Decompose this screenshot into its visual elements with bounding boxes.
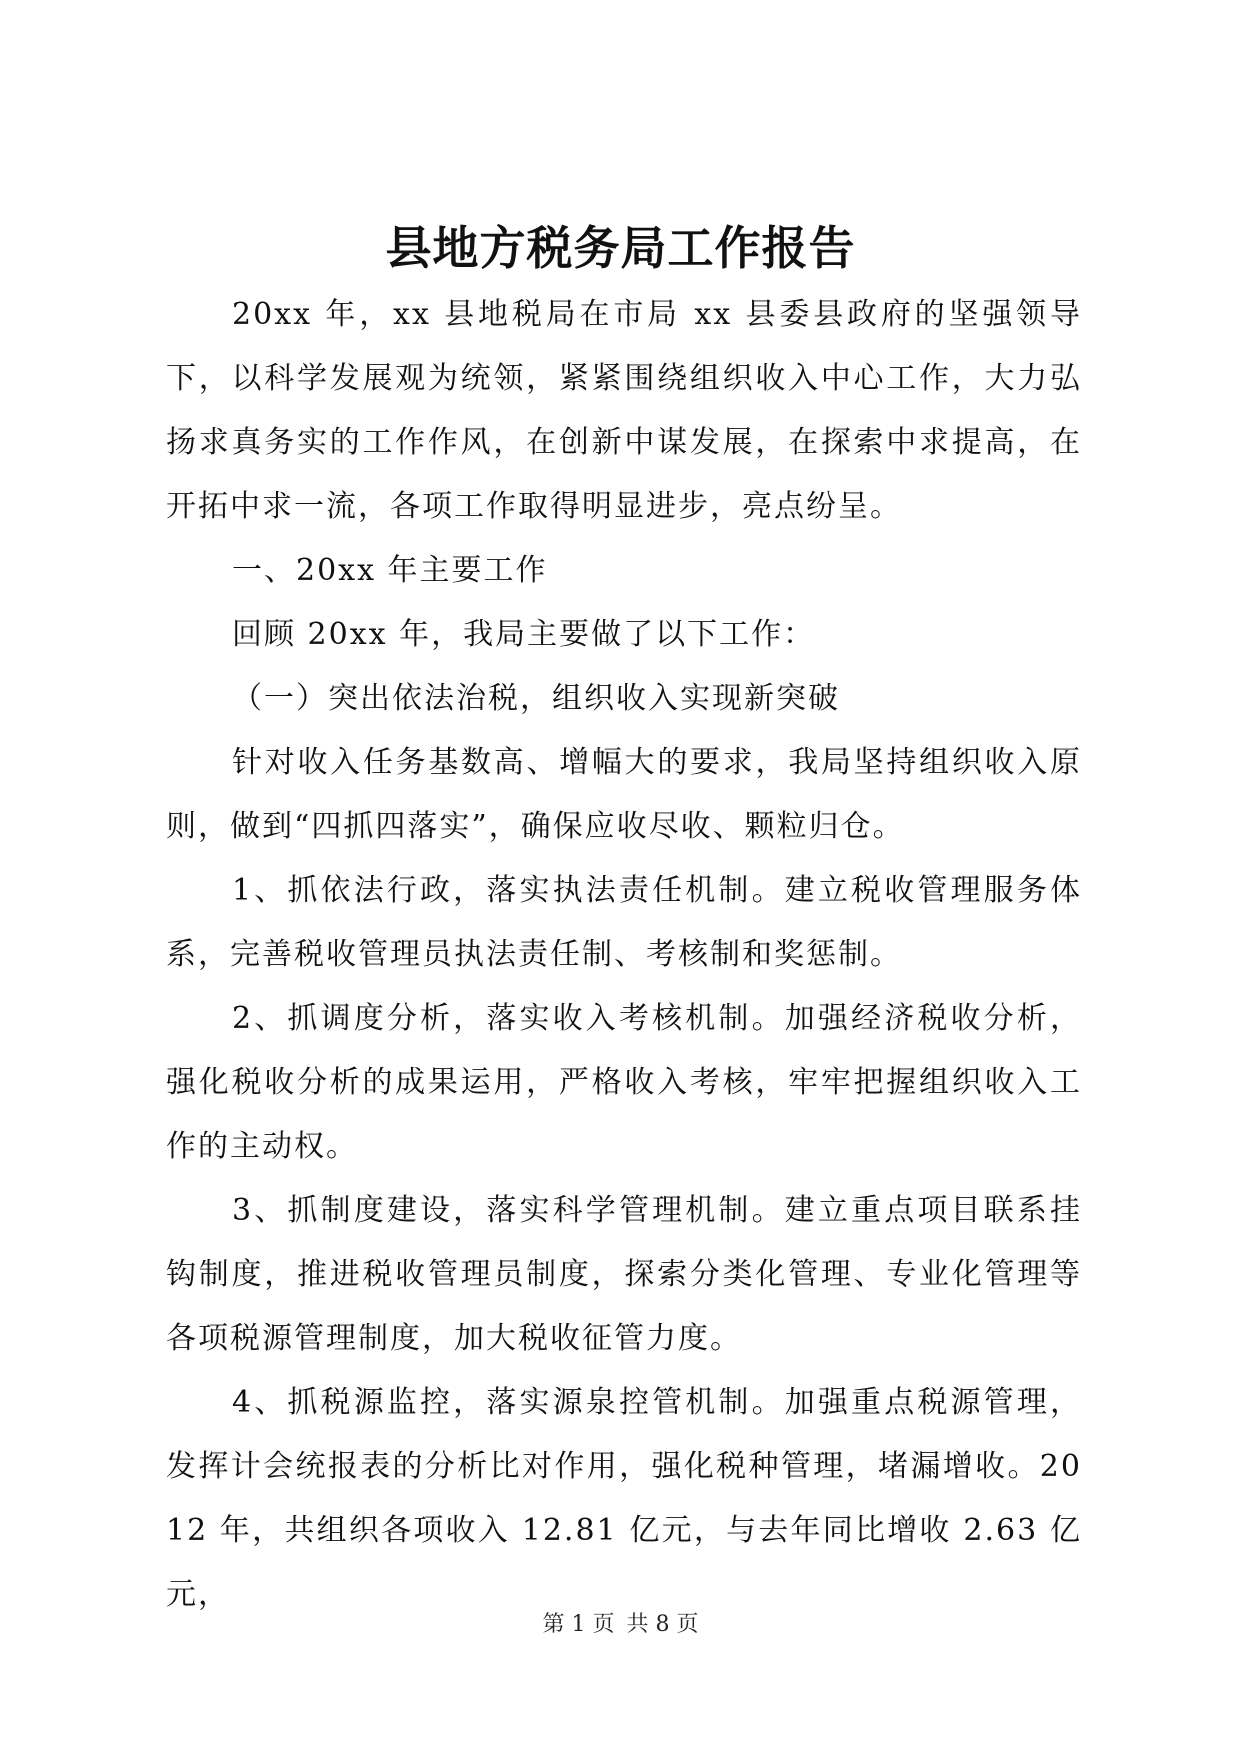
paragraph-review: 回顾 20xx 年，我局主要做了以下工作：	[232, 617, 816, 652]
page-footer	[0, 1610, 1241, 1640]
paragraph-intro: 20xx 年，xx 县地税局在市局 xx 县委县政府的坚强领导下，以科学发展观为统领，紧紧围绕组织收入中心工作，大力弘扬求真务实的工作作风，在创新中谋发展，在探索中求提高，在开拓中求一流，各项工作取得明显进步，亮点纷呈。	[166, 297, 1082, 524]
paragraph-four-measures: 针对收入任务基数高、增幅大的要求，我局坚持组织收入原则，做到“四抓四落实”，确保应收尽收、颗粒归仓。	[166, 745, 1082, 844]
page-total: 共 8 页	[626, 1612, 699, 1637]
subsection-heading-1: （一）突出依法治税，组织收入实现新突破	[232, 681, 840, 716]
document-title: 县地方税务局工作报告	[385, 221, 856, 275]
list-item-4: 4、抓税源监控，落实源泉控管机制。加强重点税源管理，发挥计会统报表的分析比对作用，强化税种管理，堵漏增收。2012 年，共组织各项收入 12.81 亿元，与去年同比增收 2.63 亿元，	[166, 1385, 1082, 1612]
section-heading-main-work: 一、20xx 年主要工作	[232, 553, 548, 588]
list-item-3: 3、抓制度建设，落实科学管理机制。建立重点项目联系挂钩制度，推进税收管理员制度，探索分类化管理、专业化管理等各项税源管理制度，加大税收征管力度。	[166, 1193, 1082, 1356]
list-item-1: 1、抓依法行政，落实执法责任机制。建立税收管理服务体系，完善税收管理员执法责任制、考核制和奖惩制。	[166, 873, 1082, 972]
document-body	[166, 283, 1082, 1627]
list-item-2: 2、抓调度分析，落实收入考核机制。加强经济税收分析，强化税收分析的成果运用，严格收入考核，牢牢把握组织收入工作的主动权。	[166, 1001, 1082, 1164]
page-number: 第 1 页	[542, 1612, 615, 1637]
